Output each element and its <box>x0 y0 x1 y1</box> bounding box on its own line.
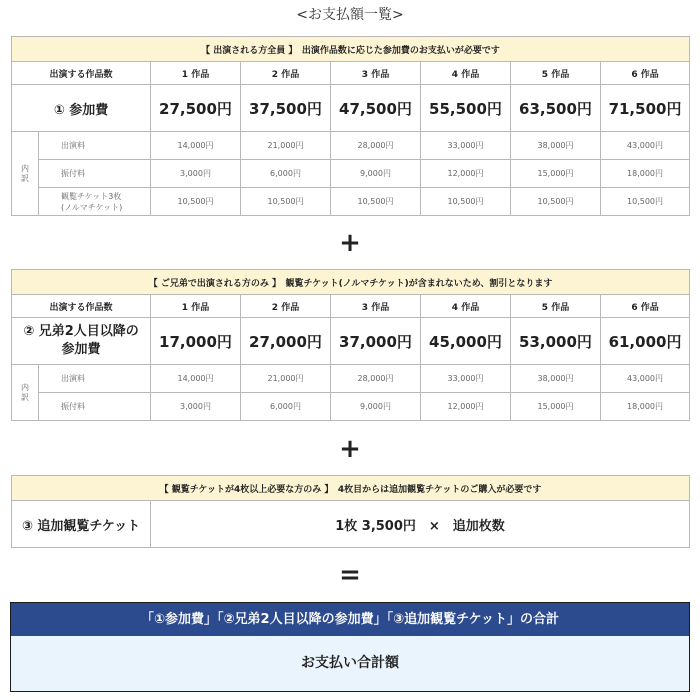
column-header: 2 作品 <box>241 62 331 85</box>
column-header: 3 作品 <box>331 62 421 85</box>
breakdown-value: 43,000円 <box>601 365 690 393</box>
sibling-fee-label <box>12 318 151 365</box>
breakdown-value: 12,000円 <box>421 160 511 188</box>
fee-value: 53,000円 <box>511 318 601 365</box>
column-header: 6 作品 <box>601 62 690 85</box>
fee-value: 55,500円 <box>421 85 511 132</box>
breakdown-value: 43,000円 <box>601 132 690 160</box>
fee-value: 45,000円 <box>421 318 511 365</box>
breakdown-value: 10,500円 <box>331 188 421 216</box>
participation-fee-label: ① 参加費 <box>12 85 151 132</box>
breakdown-value: 10,500円 <box>421 188 511 216</box>
plus-sign: + <box>339 434 361 464</box>
breakdown-value: 14,000円 <box>151 132 241 160</box>
column-header: 5 作品 <box>511 62 601 85</box>
column-header: 5 作品 <box>511 295 601 318</box>
column-header: 2 作品 <box>241 295 331 318</box>
breakdown-row-label <box>39 188 151 216</box>
breakdown-value: 18,000円 <box>601 393 690 421</box>
breakdown-label: 内訳 <box>12 365 39 421</box>
breakdown-value: 6,000円 <box>241 160 331 188</box>
extra-ticket-table <box>11 475 690 548</box>
breakdown-value: 15,000円 <box>511 393 601 421</box>
breakdown-value: 10,500円 <box>151 188 241 216</box>
fee-value: 47,500円 <box>331 85 421 132</box>
total-amount-box: お支払い合計額 <box>10 636 690 692</box>
column-header: 1 作品 <box>151 62 241 85</box>
breakdown-row-label: 出演料 <box>39 365 151 393</box>
sibling-fee-label-line1: ② 兄弟2人目以降の <box>23 324 139 339</box>
breakdown-value: 10,500円 <box>511 188 601 216</box>
section3-banner: 【 観覧チケットが4枚以上必要な方のみ 】 4枚目からは追加観覧チケットのご購入が必要です <box>12 476 690 501</box>
breakdown-value: 10,500円 <box>601 188 690 216</box>
breakdown-value: 3,000円 <box>151 393 241 421</box>
sibling-fee-table <box>11 269 690 421</box>
breakdown-value: 14,000円 <box>151 365 241 393</box>
plus-sign: + <box>339 228 361 258</box>
breakdown-value: 9,000円 <box>331 393 421 421</box>
breakdown-value: 3,000円 <box>151 160 241 188</box>
breakdown-value: 21,000円 <box>241 132 331 160</box>
works-count-header: 出演する作品数 <box>12 295 151 318</box>
breakdown-value: 12,000円 <box>421 393 511 421</box>
total-banner: 「①参加費」「②兄弟2人目以降の参加費」「③追加観覧チケット」の合計 <box>10 602 690 637</box>
extra-ticket-label: ③ 追加観覧チケット <box>12 501 151 548</box>
breakdown-row-label: 振付料 <box>39 393 151 421</box>
ticket-label-line2: (ノルマチケット) <box>61 202 123 212</box>
breakdown-value: 10,500円 <box>241 188 331 216</box>
breakdown-value: 18,000円 <box>601 160 690 188</box>
fee-value: 71,500円 <box>601 85 690 132</box>
equals-sign: = <box>339 560 361 590</box>
breakdown-value: 15,000円 <box>511 160 601 188</box>
page-title: <お支払額一覧> <box>296 7 404 23</box>
participation-fee-table <box>11 36 690 216</box>
works-count-header: 出演する作品数 <box>12 62 151 85</box>
breakdown-value: 28,000円 <box>331 132 421 160</box>
breakdown-value: 6,000円 <box>241 393 331 421</box>
breakdown-label: 内訳 <box>12 160 39 188</box>
fee-value: 61,000円 <box>601 318 690 365</box>
ticket-label-line1: 観覧チケット3枚 <box>61 191 122 201</box>
sibling-fee-label-line2: 参加費 <box>61 342 101 357</box>
fee-value: 37,500円 <box>241 85 331 132</box>
column-header: 6 作品 <box>601 295 690 318</box>
fee-value: 27,500円 <box>151 85 241 132</box>
fee-value: 17,000円 <box>151 318 241 365</box>
column-header: 3 作品 <box>331 295 421 318</box>
breakdown-value: 28,000円 <box>331 365 421 393</box>
fee-value: 37,000円 <box>331 318 421 365</box>
breakdown-value: 21,000円 <box>241 365 331 393</box>
section2-banner: 【 ご兄弟で出演される方のみ 】 観覧チケット(ノルマチケット)が含まれないため、割引となります <box>12 270 690 295</box>
breakdown-row-label: 振付料 <box>39 160 151 188</box>
section1-banner: 【 出演される方全員 】 出演作品数に応じた参加費のお支払いが必要です <box>12 37 690 62</box>
extra-ticket-formula: 1枚 3,500円 × 追加枚数 <box>151 501 690 548</box>
fee-value: 27,000円 <box>241 318 331 365</box>
breakdown-value: 38,000円 <box>511 132 601 160</box>
breakdown-row-label: 出演料 <box>39 132 151 160</box>
breakdown-value: 33,000円 <box>421 132 511 160</box>
column-header: 4 作品 <box>421 295 511 318</box>
breakdown-value: 9,000円 <box>331 160 421 188</box>
column-header: 1 作品 <box>151 295 241 318</box>
fee-value: 63,500円 <box>511 85 601 132</box>
breakdown-value: 33,000円 <box>421 365 511 393</box>
column-header: 4 作品 <box>421 62 511 85</box>
breakdown-value: 38,000円 <box>511 365 601 393</box>
